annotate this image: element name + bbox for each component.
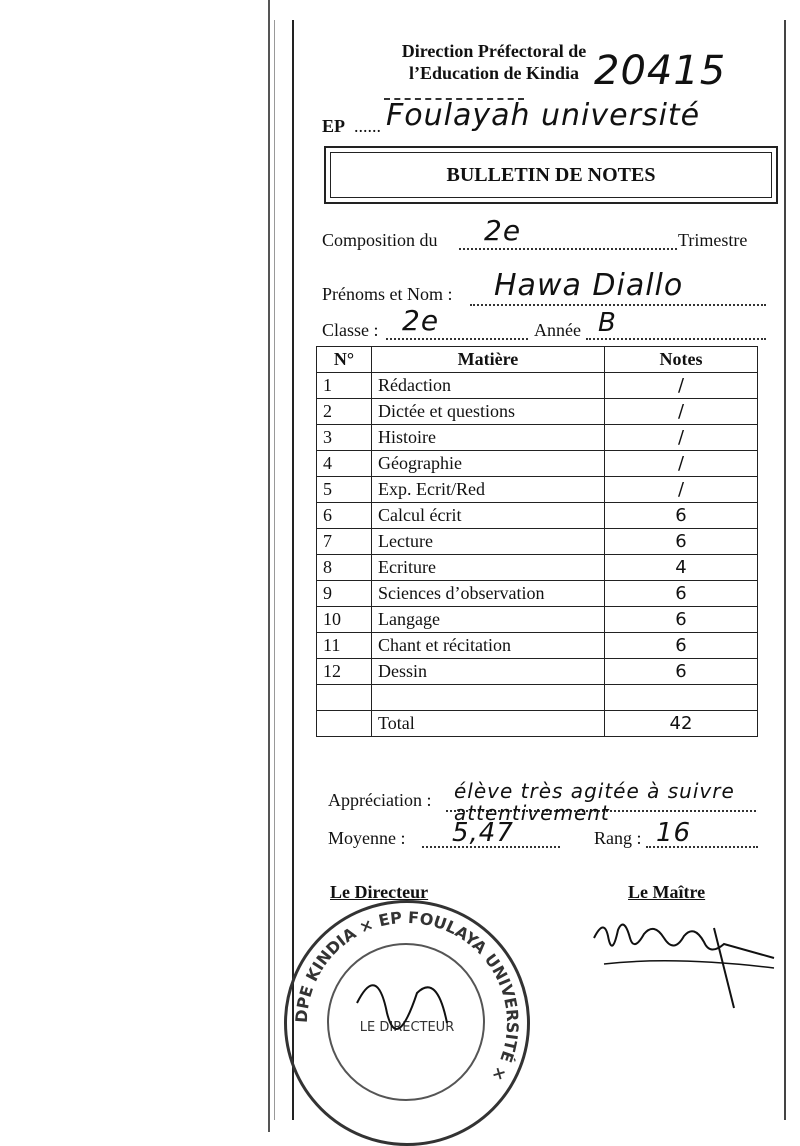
row-note: /	[605, 373, 758, 399]
row-note: 6	[605, 633, 758, 659]
row-subject: Langage	[372, 607, 605, 633]
classe-value: 2e	[402, 304, 440, 337]
composition-value: 2e	[484, 214, 522, 247]
composition-dotline	[459, 248, 677, 250]
annee-dotline	[586, 338, 766, 340]
row-note: /	[605, 451, 758, 477]
row-subject: Sciences d’observation	[372, 581, 605, 607]
row-subject: Dictée et questions	[372, 399, 605, 425]
table-row-empty	[317, 685, 758, 711]
student-name: Hawa Diallo	[494, 268, 684, 303]
row-note: 6	[605, 529, 758, 555]
table-row	[317, 659, 758, 685]
table-row	[317, 373, 758, 399]
row-number: 7	[317, 529, 372, 555]
trimestre-label: Trimestre	[678, 230, 748, 250]
table-row	[317, 477, 758, 503]
table-row	[317, 529, 758, 555]
table-total-row	[317, 711, 758, 737]
rang-label: Rang :	[594, 828, 642, 848]
table-row	[317, 633, 758, 659]
annee-value: B	[598, 308, 617, 338]
table-row	[317, 451, 758, 477]
school-label: EP	[322, 116, 346, 136]
row-subject: Exp. Ecrit/Red	[372, 477, 605, 503]
total-value: 42	[605, 711, 758, 737]
table-row	[317, 581, 758, 607]
maitre-signature	[584, 908, 784, 1018]
row-note: /	[605, 425, 758, 451]
table-row	[317, 555, 758, 581]
row-subject: Histoire	[372, 425, 605, 451]
table-header-row	[317, 347, 758, 373]
row-subject: Lecture	[372, 529, 605, 555]
composition-label: Composition du	[322, 230, 438, 250]
header-subject: Matière	[372, 347, 605, 373]
school-name: Foulayah université	[386, 98, 701, 133]
row-note: 4	[605, 555, 758, 581]
row-subject: Chant et récitation	[372, 633, 605, 659]
header-number: N°	[317, 347, 372, 373]
scan-edge	[268, 0, 270, 1132]
table-row	[317, 503, 758, 529]
title-box	[324, 146, 778, 204]
rang-value: 16	[656, 818, 692, 848]
classe-dotline	[386, 338, 528, 340]
scan-edge-shadow	[274, 20, 275, 1120]
name-dotline	[470, 304, 766, 306]
table-row	[317, 425, 758, 451]
header-line-2: l’Education de Kindia	[408, 63, 580, 83]
school-dots: ......	[354, 116, 381, 136]
appreciation-label: Appréciation :	[328, 790, 432, 810]
row-note: /	[605, 477, 758, 503]
svg-text:LE DIRECTEUR: LE DIRECTEUR	[359, 1020, 455, 1035]
row-subject: Calcul écrit	[372, 503, 605, 529]
classe-label: Classe :	[322, 320, 379, 340]
stamp-text	[287, 903, 527, 1143]
row-number: 1	[317, 373, 372, 399]
row-note: 6	[605, 607, 758, 633]
row-number: 8	[317, 555, 372, 581]
table-row	[317, 607, 758, 633]
row-note: 6	[605, 503, 758, 529]
row-number: 9	[317, 581, 372, 607]
row-number: 12	[317, 659, 372, 685]
row-number: 10	[317, 607, 372, 633]
directeur-label: Le Directeur	[330, 882, 429, 902]
document-number: 20415	[594, 48, 727, 94]
annee-label: Année	[534, 320, 581, 340]
row-subject: Dessin	[372, 659, 605, 685]
moyenne-label: Moyenne :	[328, 828, 406, 848]
row-subject: Rédaction	[372, 373, 605, 399]
row-note: 6	[605, 659, 758, 685]
svg-text:DPE KINDIA × EP FOULAYA UNIVER: DPE KINDIA × EP FOULAYA UNIVERSITÉ ×	[291, 907, 523, 1085]
moyenne-value: 5,47	[452, 818, 514, 848]
row-number: 4	[317, 451, 372, 477]
row-number: 5	[317, 477, 372, 503]
report-card	[292, 20, 786, 1120]
table-row	[317, 399, 758, 425]
appreciation-value: élève très agitée à suivre attentivement	[454, 779, 735, 825]
row-note: /	[605, 399, 758, 425]
row-subject: Géographie	[372, 451, 605, 477]
document-title: BULLETIN DE NOTES	[446, 163, 656, 186]
row-subject: Ecriture	[372, 555, 605, 581]
header-notes: Notes	[605, 347, 758, 373]
school-stamp	[284, 900, 530, 1146]
row-number: 2	[317, 399, 372, 425]
row-number: 11	[317, 633, 372, 659]
header-line-1: Direction Préfectoral de	[401, 41, 587, 61]
name-label: Prénoms et Nom :	[322, 284, 453, 304]
grades-table	[316, 346, 758, 737]
maitre-label: Le Maître	[628, 882, 706, 902]
row-number: 3	[317, 425, 372, 451]
row-number: 6	[317, 503, 372, 529]
row-note: 6	[605, 581, 758, 607]
total-label: Total	[372, 711, 605, 737]
